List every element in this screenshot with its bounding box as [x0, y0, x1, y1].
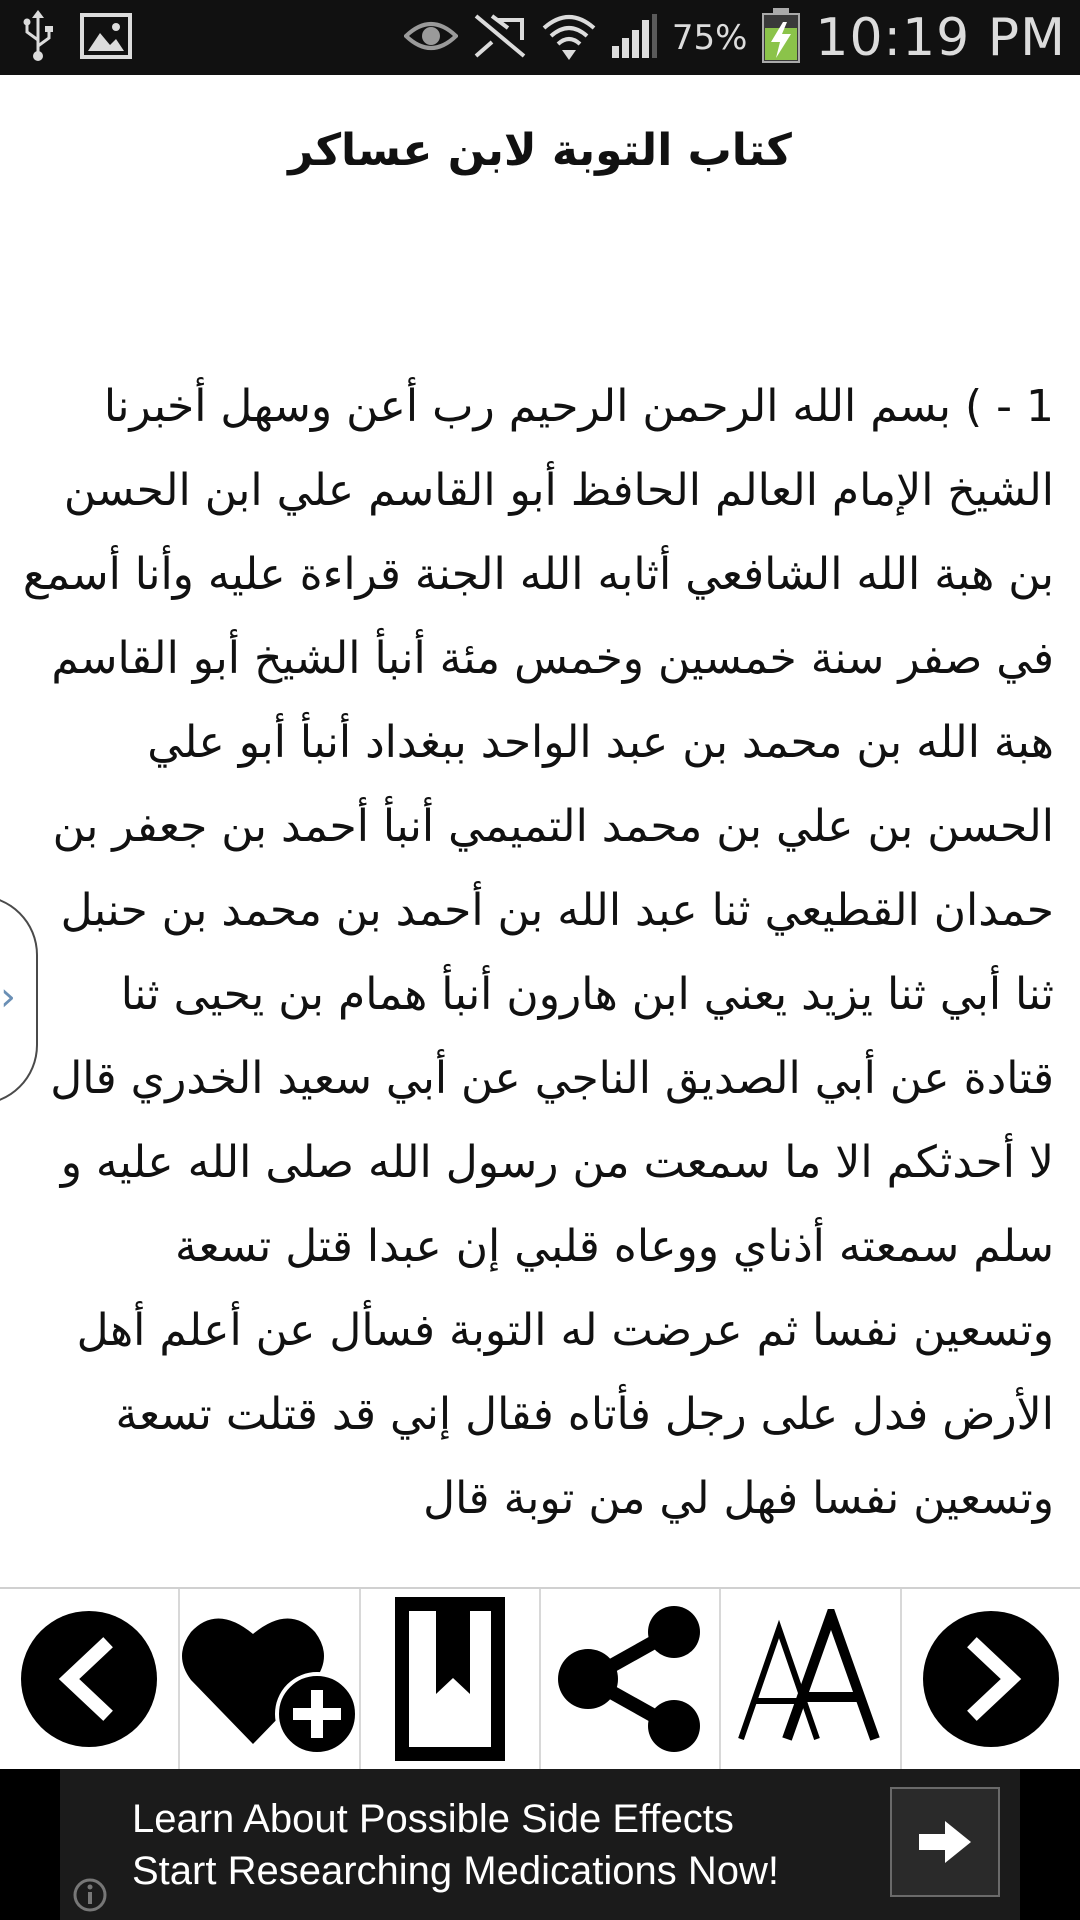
- bottom-toolbar: [0, 1587, 1080, 1769]
- share-button[interactable]: [541, 1589, 721, 1769]
- ad-line-1: Learn About Possible Side Effects: [132, 1797, 734, 1841]
- reader-content[interactable]: [0, 75, 1080, 1587]
- book-body-text: 1 - ) بسم الله الرحمن الرحيم رب أعن وسهل أخبرنا الشيخ الإمام العالم الحافظ أبو القاسم علي ابن الحسن بن هبة الله الشافعي أثابه الله الجنة قراءة عليه وأنا أسمع في صفر سنة خمسين وخمس مئة أنبأ الشيخ أبو القاسم هبة الله بن محمد بن عبد الواحد ببغداد أنبأ أبو علي الحسن بن علي بن محمد التميمي أنبأ أحمد بن جعفر بن حمدان القطيعي ثنا عبد الله بن أحمد بن محمد بن حنبل ثنا أبي ثنا يزيد يعني ابن هارون أنبأ همام بن يحيى ثنا قتادة عن أبي الصديق الناجي عن أبي سعيد الخدري قال لا أحدثكم الا ما سمعت من رسول الله صلى الله عليه و سلم سمعته أذناي ووعاه قلبي إن عبدا قتل تسعة وتسعين نفسا ثم عرضت له التوبة فسأل عن أعلم أهل الأرض فدل على رجل فأتاه فقال إني قد قتلت تسعة وتسعين نفسا فهل لي من توبة قال: [22, 381, 1054, 1524]
- status-bar-system: [390, 8, 1066, 68]
- next-button[interactable]: [902, 1589, 1080, 1769]
- battery-percent: 75%: [671, 17, 748, 58]
- ad-content[interactable]: [60, 1769, 1020, 1920]
- eye-icon: [404, 18, 458, 58]
- bookmark-button[interactable]: [361, 1589, 541, 1769]
- font-size-button[interactable]: [721, 1589, 901, 1769]
- chevron-left-icon: [19, 1609, 159, 1749]
- heart-plus-icon: [181, 1604, 357, 1754]
- clock: 10:19 PM: [815, 7, 1066, 68]
- image-icon: [80, 13, 132, 63]
- info-icon: [72, 1877, 108, 1913]
- ad-banner[interactable]: [0, 1769, 1080, 1920]
- share-icon: [550, 1604, 710, 1754]
- battery-charging-icon: [761, 8, 801, 68]
- arrow-right-icon: [915, 1817, 975, 1867]
- chevron-right-icon: [921, 1609, 1061, 1749]
- add-favorite-button[interactable]: [180, 1589, 360, 1769]
- previous-button[interactable]: [0, 1589, 180, 1769]
- bookmark-icon: [380, 1594, 520, 1764]
- wifi-icon: [542, 12, 596, 64]
- chevron-right-icon: ›: [0, 974, 16, 1020]
- status-bar-notifications: [22, 10, 158, 66]
- cell-signal-icon: [610, 12, 658, 64]
- font-size-icon: [735, 1609, 885, 1749]
- usb-icon: [22, 10, 54, 66]
- ad-line-2: Start Researching Medications Now!: [132, 1849, 779, 1893]
- ad-text[interactable]: [132, 1793, 779, 1897]
- status-bar: [0, 0, 1080, 75]
- no-signal-icon: [472, 12, 528, 64]
- book-title: كتاب التوبة لابن عساكر: [288, 125, 792, 176]
- ad-info-button[interactable]: [60, 1870, 120, 1920]
- ad-go-button[interactable]: [890, 1787, 1000, 1897]
